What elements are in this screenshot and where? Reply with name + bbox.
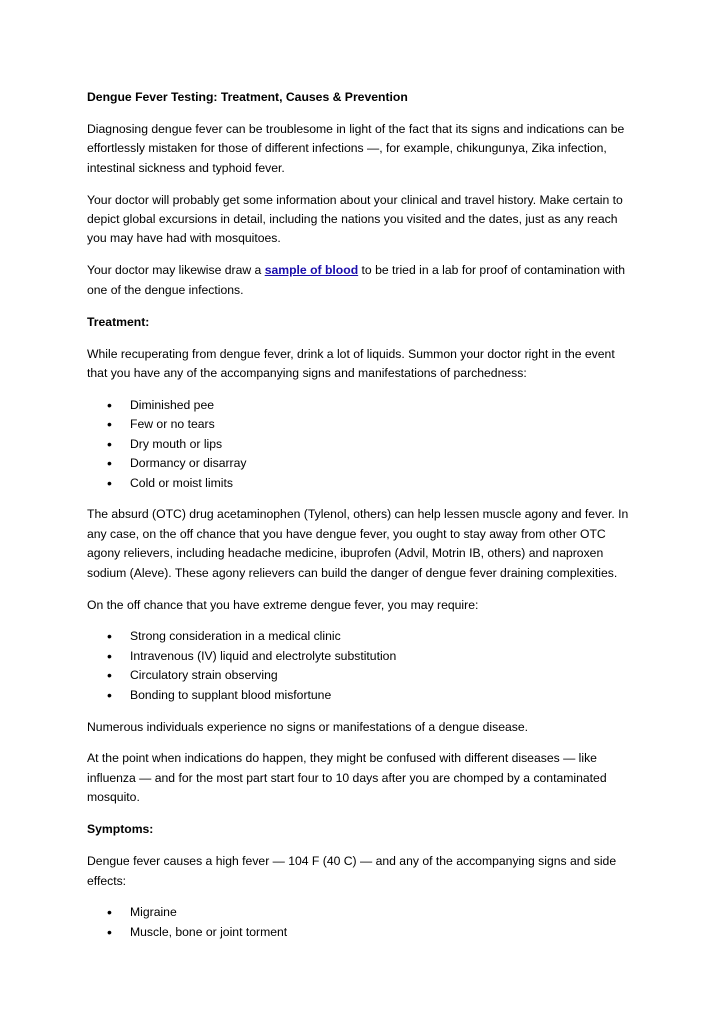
list-item: • Dormancy or disarray [87,454,635,473]
paragraph-otc-drugs: The absurd (OTC) drug acetaminophen (Tylenol, others) can help lessen muscle agony and fever. In any case, on the off chance that you have dengue fever, you ought to stay away from other OTC agony relievers, including headache medicine, ibuprofen (Advil, Motrin IB, others) and naproxen sodium (Aleve). These agony relievers can build the danger of dengue fever draining complexities. [87,507,629,580]
list-item: • Muscle, bone or joint torment [87,923,635,942]
paragraph-liquids: While recuperating from dengue fever, drink a lot of liquids. Summon your doctor right in the event that you have any of the accompanying signs and manifestations of parchedness: [87,346,615,380]
paragraph-history: Your doctor will probably get some information about your clinical and travel history. Make certain to depict global excursions in detail, including the nations you visited and the dates, just as any reach you may have had with mosquitoes. [87,192,623,246]
paragraph-text: to be tried in a lab for proof of contamination with one of the dengue infections. [87,263,626,297]
list-item: • Dry mouth or lips [87,435,635,454]
document-body [87,88,635,955]
paragraph-blood-sample [87,261,635,300]
list-item: • Intravenous (IV) liquid and electrolyte substitution [87,647,635,666]
paragraph-text: Your doctor may likewise draw a [87,263,265,278]
dehydration-signs-list [87,396,635,493]
paragraph-severe: On the off chance that you have extreme dengue fever, you may require: [87,597,479,612]
list-item: • Migraine [87,903,635,922]
symptoms-list [87,903,635,942]
list-item: • Circulatory strain observing [87,666,635,685]
list-item: • Strong consideration in a medical clinic [87,627,635,646]
paragraph-onset: At the point when indications do happen, they might be confused with different diseases — like influenza — and for the most part start four to 10 days after you are chomped by a contaminated mosquito. [87,751,607,805]
sample-of-blood-link[interactable]: sample of blood [264,263,359,278]
document-title: Dengue Fever Testing: Treatment, Causes & Prevention [87,90,408,104]
list-item: • Few or no tears [87,415,635,434]
heading-treatment: Treatment: [87,314,150,329]
list-item: • Cold or moist limits [87,474,635,493]
paragraph-no-signs: Numerous individuals experience no signs or manifestations of a dengue disease. [87,719,529,734]
paragraph-diagnosis: Diagnosing dengue fever can be troublesome in light of the fact that its signs and indications can be effortlessly mistaken for those of different infections —, for example, chikungunya, Zika infection, intestinal sickness and typhoid fever. [87,121,625,175]
severe-care-list [87,627,635,705]
list-item: • Bonding to supplant blood misfortune [87,686,635,705]
list-item: • Diminished pee [87,396,635,415]
heading-symptoms: Symptoms: [87,822,154,837]
paragraph-high-fever: Dengue fever causes a high fever — 104 F (40 C) — and any of the accompanying signs and side effects: [87,854,617,888]
